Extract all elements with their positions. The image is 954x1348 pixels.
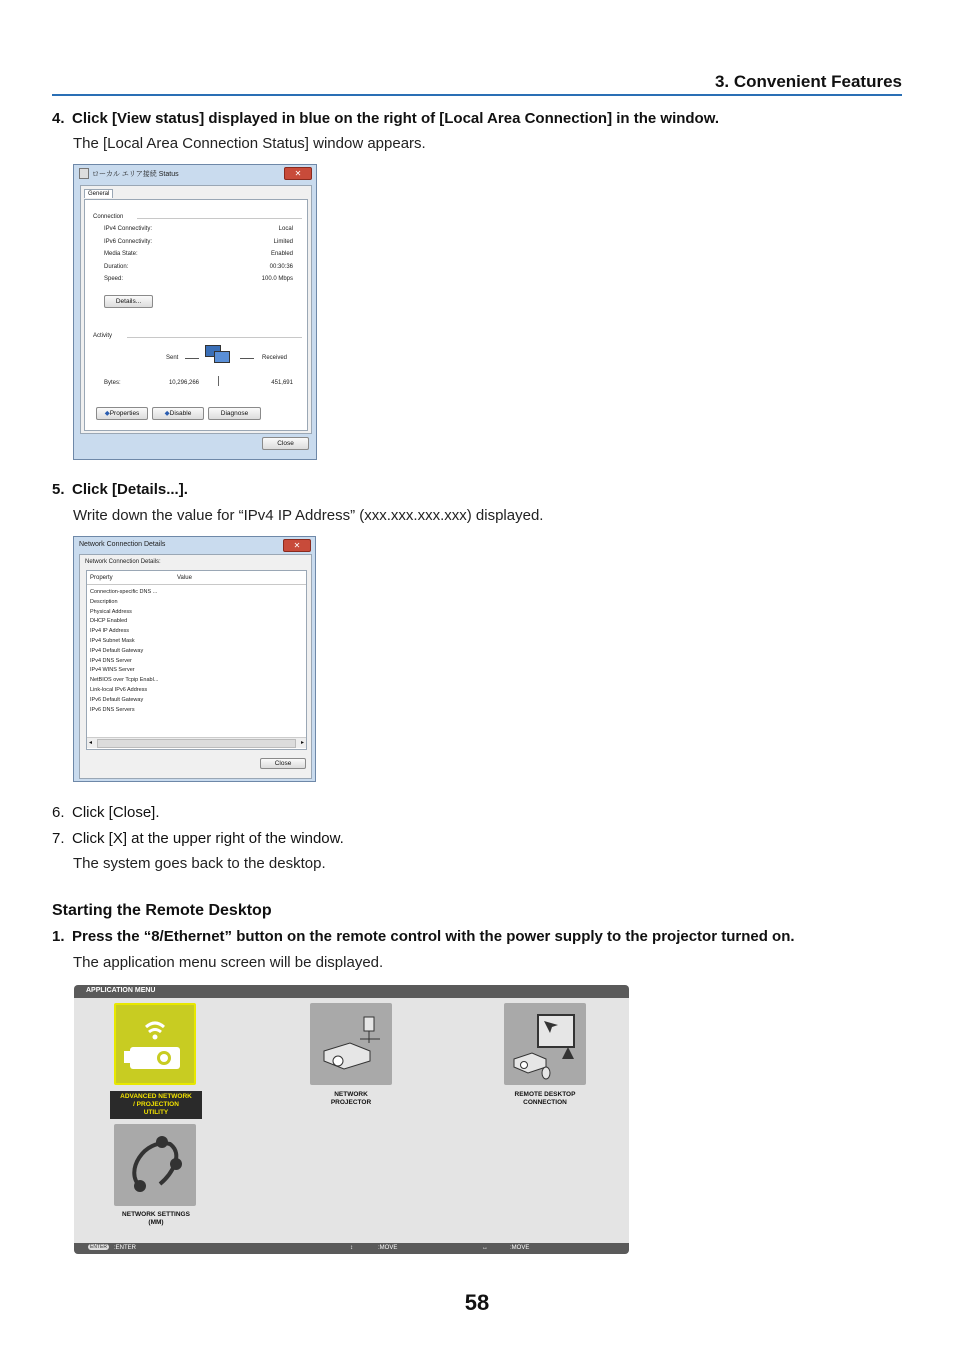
step-5 — [52, 481, 188, 498]
step-text: Press the “8/Ethernet” button on the remote control with the power supply to the projector turned on. — [72, 928, 795, 945]
details-row-property: IPv4 WINS Server — [90, 667, 135, 674]
tile-label: ADVANCED NETWORK / PROJECTION UTILITY — [110, 1091, 202, 1119]
divider — [218, 376, 219, 386]
status-row-label: Duration: — [104, 263, 129, 270]
details-row-property: Description — [90, 598, 118, 605]
divider — [240, 358, 254, 359]
section-heading: Starting the Remote Desktop — [52, 902, 272, 919]
step-4 — [52, 110, 719, 127]
app-menu-titlebar — [74, 985, 629, 998]
step-4-note: The [Local Area Connection Status] window appears. — [73, 135, 426, 152]
network-settings-icon — [114, 1124, 196, 1206]
bytes-sent: 10,296,266 — [168, 380, 199, 386]
tile-network-settings[interactable] — [114, 1124, 196, 1206]
activity-label: Activity — [93, 333, 113, 339]
status-row-value: Limited — [273, 238, 293, 245]
footer-move: :MOVE — [510, 1245, 530, 1251]
scrollbar-thumb[interactable] — [97, 739, 296, 748]
divider — [127, 337, 302, 338]
tile-advanced-network[interactable] — [114, 1003, 196, 1085]
footer-enter: :ENTER — [114, 1245, 137, 1251]
up-down-arrows-icon: ↕ — [350, 1245, 353, 1251]
app-menu-title: APPLICATION MENU — [86, 987, 156, 994]
bytes-received: 451,691 — [271, 380, 293, 386]
footer-move: :MOVE — [378, 1245, 398, 1251]
scroll-left-icon[interactable]: ◂ — [89, 740, 93, 746]
step-5-note: Write down the value for “IPv4 IP Address” (xxx.xxx.xxx.xxx) displayed. — [73, 507, 544, 524]
shield-icon: ◆ — [104, 410, 110, 417]
details-row-property: IPv4 Default Gateway — [90, 647, 144, 654]
details-button[interactable]: Details... — [104, 295, 153, 308]
enter-key-icon: ENTER — [90, 1244, 107, 1250]
tab-content — [84, 199, 308, 431]
properties-button[interactable] — [96, 407, 148, 420]
details-row-property: Connection-specific DNS ... — [90, 589, 158, 595]
details-list[interactable] — [86, 570, 307, 750]
remote-step-1 — [52, 928, 795, 945]
step-number: 5. — [52, 481, 65, 498]
tile-label: REMOTE DESKTOP CONNECTION — [514, 1091, 576, 1106]
col-value: Value — [177, 575, 192, 581]
step-number: 1. — [52, 928, 65, 945]
status-row-value: Local — [278, 226, 293, 232]
step-6 — [52, 804, 160, 821]
left-right-arrows-icon: ↔ — [482, 1245, 488, 1251]
connection-label: Connection — [93, 214, 124, 220]
network-projector-icon — [310, 1003, 392, 1085]
step-number: 4. — [52, 110, 65, 127]
step-number: 7. — [52, 830, 65, 847]
app-menu-footer — [74, 1243, 629, 1254]
status-row-value: 100.0 Mbps — [261, 276, 293, 283]
shield-icon: ◆ — [164, 410, 170, 417]
diagnose-button[interactable]: Diagnose — [208, 407, 261, 420]
status-row-label: Speed: — [104, 276, 124, 283]
step-number: 6. — [52, 804, 65, 821]
remote-step-note: The application menu screen will be displayed. — [73, 954, 384, 971]
page-number: 58 — [464, 1290, 490, 1315]
network-icon — [79, 168, 89, 179]
divider — [137, 218, 302, 219]
received-label: Received — [262, 355, 288, 361]
details-row-property: IPv6 Default Gateway — [90, 696, 144, 703]
section-title: 3. Convenient Features — [714, 72, 902, 91]
status-window — [73, 164, 317, 460]
details-panel — [79, 554, 312, 779]
remote-desktop-icon — [504, 1003, 586, 1085]
step-text: Click [Close]. — [72, 804, 160, 821]
close-button[interactable]: Close — [260, 758, 306, 769]
close-icon[interactable]: ✕ — [283, 539, 311, 552]
details-group-label: Network Connection Details: — [85, 559, 161, 565]
tile-label: NETWORK SETTINGS (MM) — [122, 1211, 190, 1226]
details-row-property: Physical Address — [90, 608, 132, 615]
sent-label: Sent — [166, 355, 179, 361]
status-row-label: IPv6 Connectivity: — [104, 238, 153, 245]
details-row-property: IPv4 DNS Server — [90, 657, 132, 664]
tile-label: NETWORK PROJECTOR — [330, 1091, 372, 1106]
bytes-label: Bytes: — [104, 380, 121, 386]
properties-label: Properties — [109, 410, 140, 417]
close-button[interactable]: Close — [262, 437, 309, 450]
divider — [185, 358, 199, 359]
details-row-property: IPv4 IP Address — [90, 628, 130, 635]
details-window — [73, 536, 316, 782]
status-panel — [80, 185, 312, 434]
step-text: Click [X] at the upper right of the window. — [72, 830, 344, 847]
window-title: Network Connection Details — [79, 541, 166, 548]
step-text: Click [Details...]. — [72, 481, 188, 498]
wireless-projector-icon — [116, 1005, 194, 1083]
status-row-label: IPv4 Connectivity: — [104, 226, 153, 232]
divider — [87, 584, 306, 585]
scroll-right-icon[interactable]: ▸ — [300, 740, 304, 746]
horizontal-scrollbar[interactable] — [87, 737, 306, 748]
tab-general[interactable]: General — [84, 189, 113, 198]
disable-label: Disable — [169, 410, 192, 417]
status-row-label: Media State: — [104, 251, 138, 258]
details-row-property: IPv6 DNS Servers — [90, 706, 135, 713]
step-7 — [52, 830, 344, 847]
step-text: Click [View status] displayed in blue on the right of [Local Area Connection] in the window. — [72, 110, 719, 127]
header-rule — [52, 94, 902, 96]
computers-icon — [205, 345, 229, 365]
window-title: ローカル エリア接続 Status — [92, 171, 179, 178]
tile-remote-desktop[interactable] — [504, 1003, 586, 1085]
details-row-property: NetBIOS over Tcpip Enabl... — [90, 677, 159, 684]
application-menu — [74, 985, 629, 1254]
col-property: Property — [90, 575, 113, 581]
details-row-property: DHCP Enabled — [90, 618, 128, 625]
step-7-note: The system goes back to the desktop. — [73, 855, 326, 872]
close-icon[interactable]: ✕ — [284, 167, 312, 180]
details-row-property: IPv4 Subnet Mask — [90, 638, 135, 644]
status-row-value: 00:30:36 — [269, 263, 293, 270]
disable-button[interactable] — [152, 407, 204, 420]
tile-network-projector[interactable] — [310, 1003, 392, 1085]
status-row-value: Enabled — [270, 251, 293, 258]
details-row-property: Link-local IPv6 Address — [90, 687, 148, 693]
